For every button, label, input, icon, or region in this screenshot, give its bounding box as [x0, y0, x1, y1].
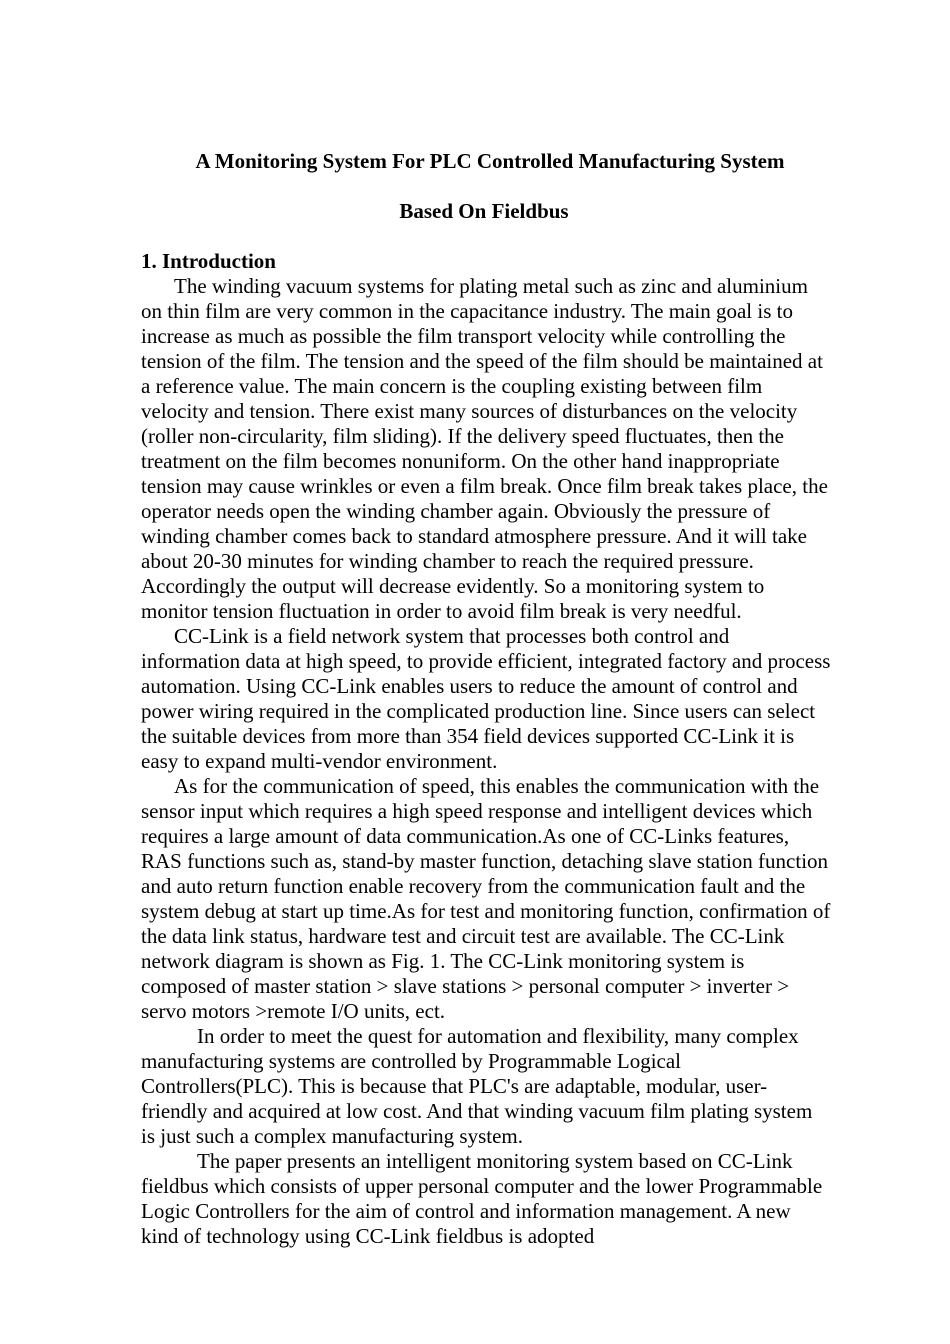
paragraph-1: The winding vacuum systems for plating metal such as zinc and aluminium on thin film are very common in the capacitance industry. The main goal is to increase as much as possible the film transport velocity while controlling the tension of the film. The tension and the speed of the film should be maintained at a reference value. The main concern is the coupling existing between film velocity and tension. There exist many sources of disturbances on the velocity (roller non-circularity, film sliding). If the delivery speed fluctuates, then the treatment on the film becomes nonuniform. On the other hand inappropriate tension may cause wrinkles or even a film break. Once film break takes place, the operator needs open the winding chamber again. Obviously the pressure of winding chamber comes back to standard atmosphere pressure. And it will take about 20-30 minutes for winding chamber to reach the required pressure. Accordingly the output will decrease evidently. So a monitoring system to monitor tension fluctuation in order to avoid film break is very needful. — [141, 274, 828, 623]
paragraph-5: The paper presents an intelligent monitoring system based on CC-Link fieldbus which consists of upper personal computer and the lower Programmable Logic Controllers for the aim of control and information management. A new kind of technology using CC-Link fieldbus is adopted — [141, 1149, 823, 1248]
document-page — [141, 124, 831, 1249]
title-line-1: A Monitoring System For PLC Controlled Manufacturing System — [195, 149, 785, 173]
paragraph-4: In order to meet the quest for automation and flexibility, many complex manufacturing systems are controlled by Programmable Logical Controllers(PLC). This is because that PLC's are adaptable, modular, user-friendly and acquired at low cost. And that winding vacuum film plating system is just such a complex manufacturing system. — [141, 1024, 813, 1148]
paragraph-3: As for the communication of speed, this enables the communication with the sensor input which requires a high speed response and intelligent devices which requires a large amount of data communication.As one of CC-Links features, RAS functions such as, stand-by master function, detaching slave station function and auto return function enable recovery from the communication fault and the system debug at start up time.As for test and monitoring function, confirmation of the data link status, hardware test and circuit test are available. The CC-Link network diagram is shown as Fig. 1. The CC-Link monitoring system is composed of master station > slave stations > personal computer > inverter > servo motors >remote I/O units, ect. — [141, 774, 831, 1023]
document-title — [141, 124, 831, 249]
section-heading: 1. Introduction — [141, 249, 276, 273]
paragraph-2: CC-Link is a field network system that processes both control and information data at high speed, to provide efficient, integrated factory and process automation. Using CC-Link enables users to reduce the amount of control and power wiring required in the complicated production line. Since users can select the suitable devices from more than 354 field devices supported CC-Link it is easy to expand multi-vendor environment. — [141, 624, 831, 773]
title-line-2: Based On Fieldbus — [399, 199, 569, 223]
